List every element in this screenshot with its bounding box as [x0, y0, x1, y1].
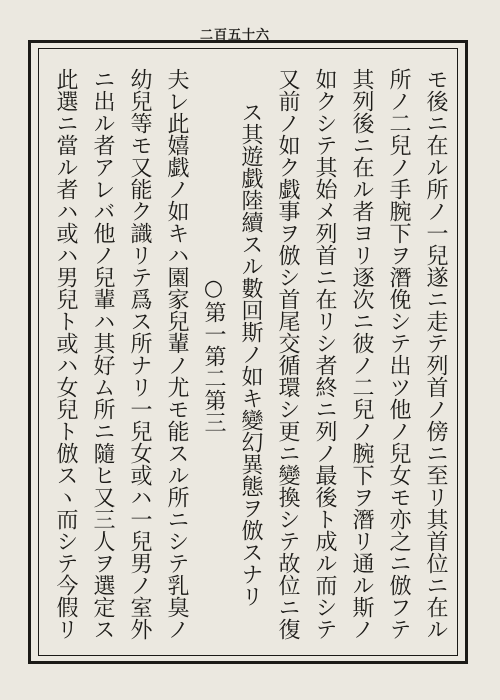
page-number: 二百五十六 [200, 28, 271, 43]
text-column-3: 其列後ニ在ル者ヨリ逐次ニ彼ノ二兒ノ腕下ヲ潛リ通ル斯ノ [349, 68, 374, 640]
text-column-9: 幼兒等モ又能ク識リテ爲ス所ナリ一兒女或ハ一兒男ノ室外 [127, 68, 152, 640]
text-column-6: ス其遊戯陸續スル數回斯ノ如キ變幻異態ヲ倣スナリ [238, 101, 263, 607]
section-heading: ○第一第二第三 [201, 275, 226, 433]
text-column-2: 所ノ二兒ノ手腕下ヲ潛俛シテ出ツ他ノ兒女モ亦之ニ倣フテ [386, 68, 411, 640]
text-column-5: 又前ノ如ク戯事ヲ倣シ首尾交循環シ更ニ變換シテ故位ニ復 [275, 68, 300, 640]
vertical-text-body [46, 58, 450, 650]
text-column-1: モ後ニ在ル所ノ一兒遂ニ走テ列首ノ傍ニ至リ其首位ニ在ル [423, 68, 448, 640]
text-column-10: ニ出ル者アレバ他ノ兒輩ハ其好ム所ニ隨ヒ又三人ヲ選定ス [90, 68, 115, 640]
text-column-8: 夫レ此嬉戯ノ如キハ園家兒輩ノ尤モ能スル所ニシテ乳臭ノ [164, 68, 189, 640]
text-column-4: 如クシテ其始メ列首ニ在リシ者終ニ列ノ最後ト成ル而シテ [312, 68, 337, 640]
text-column-11: 此選ニ當ル者ハ或ハ男兒ト或ハ女兒ト倣スヽ而シテ今假リ [53, 68, 78, 640]
